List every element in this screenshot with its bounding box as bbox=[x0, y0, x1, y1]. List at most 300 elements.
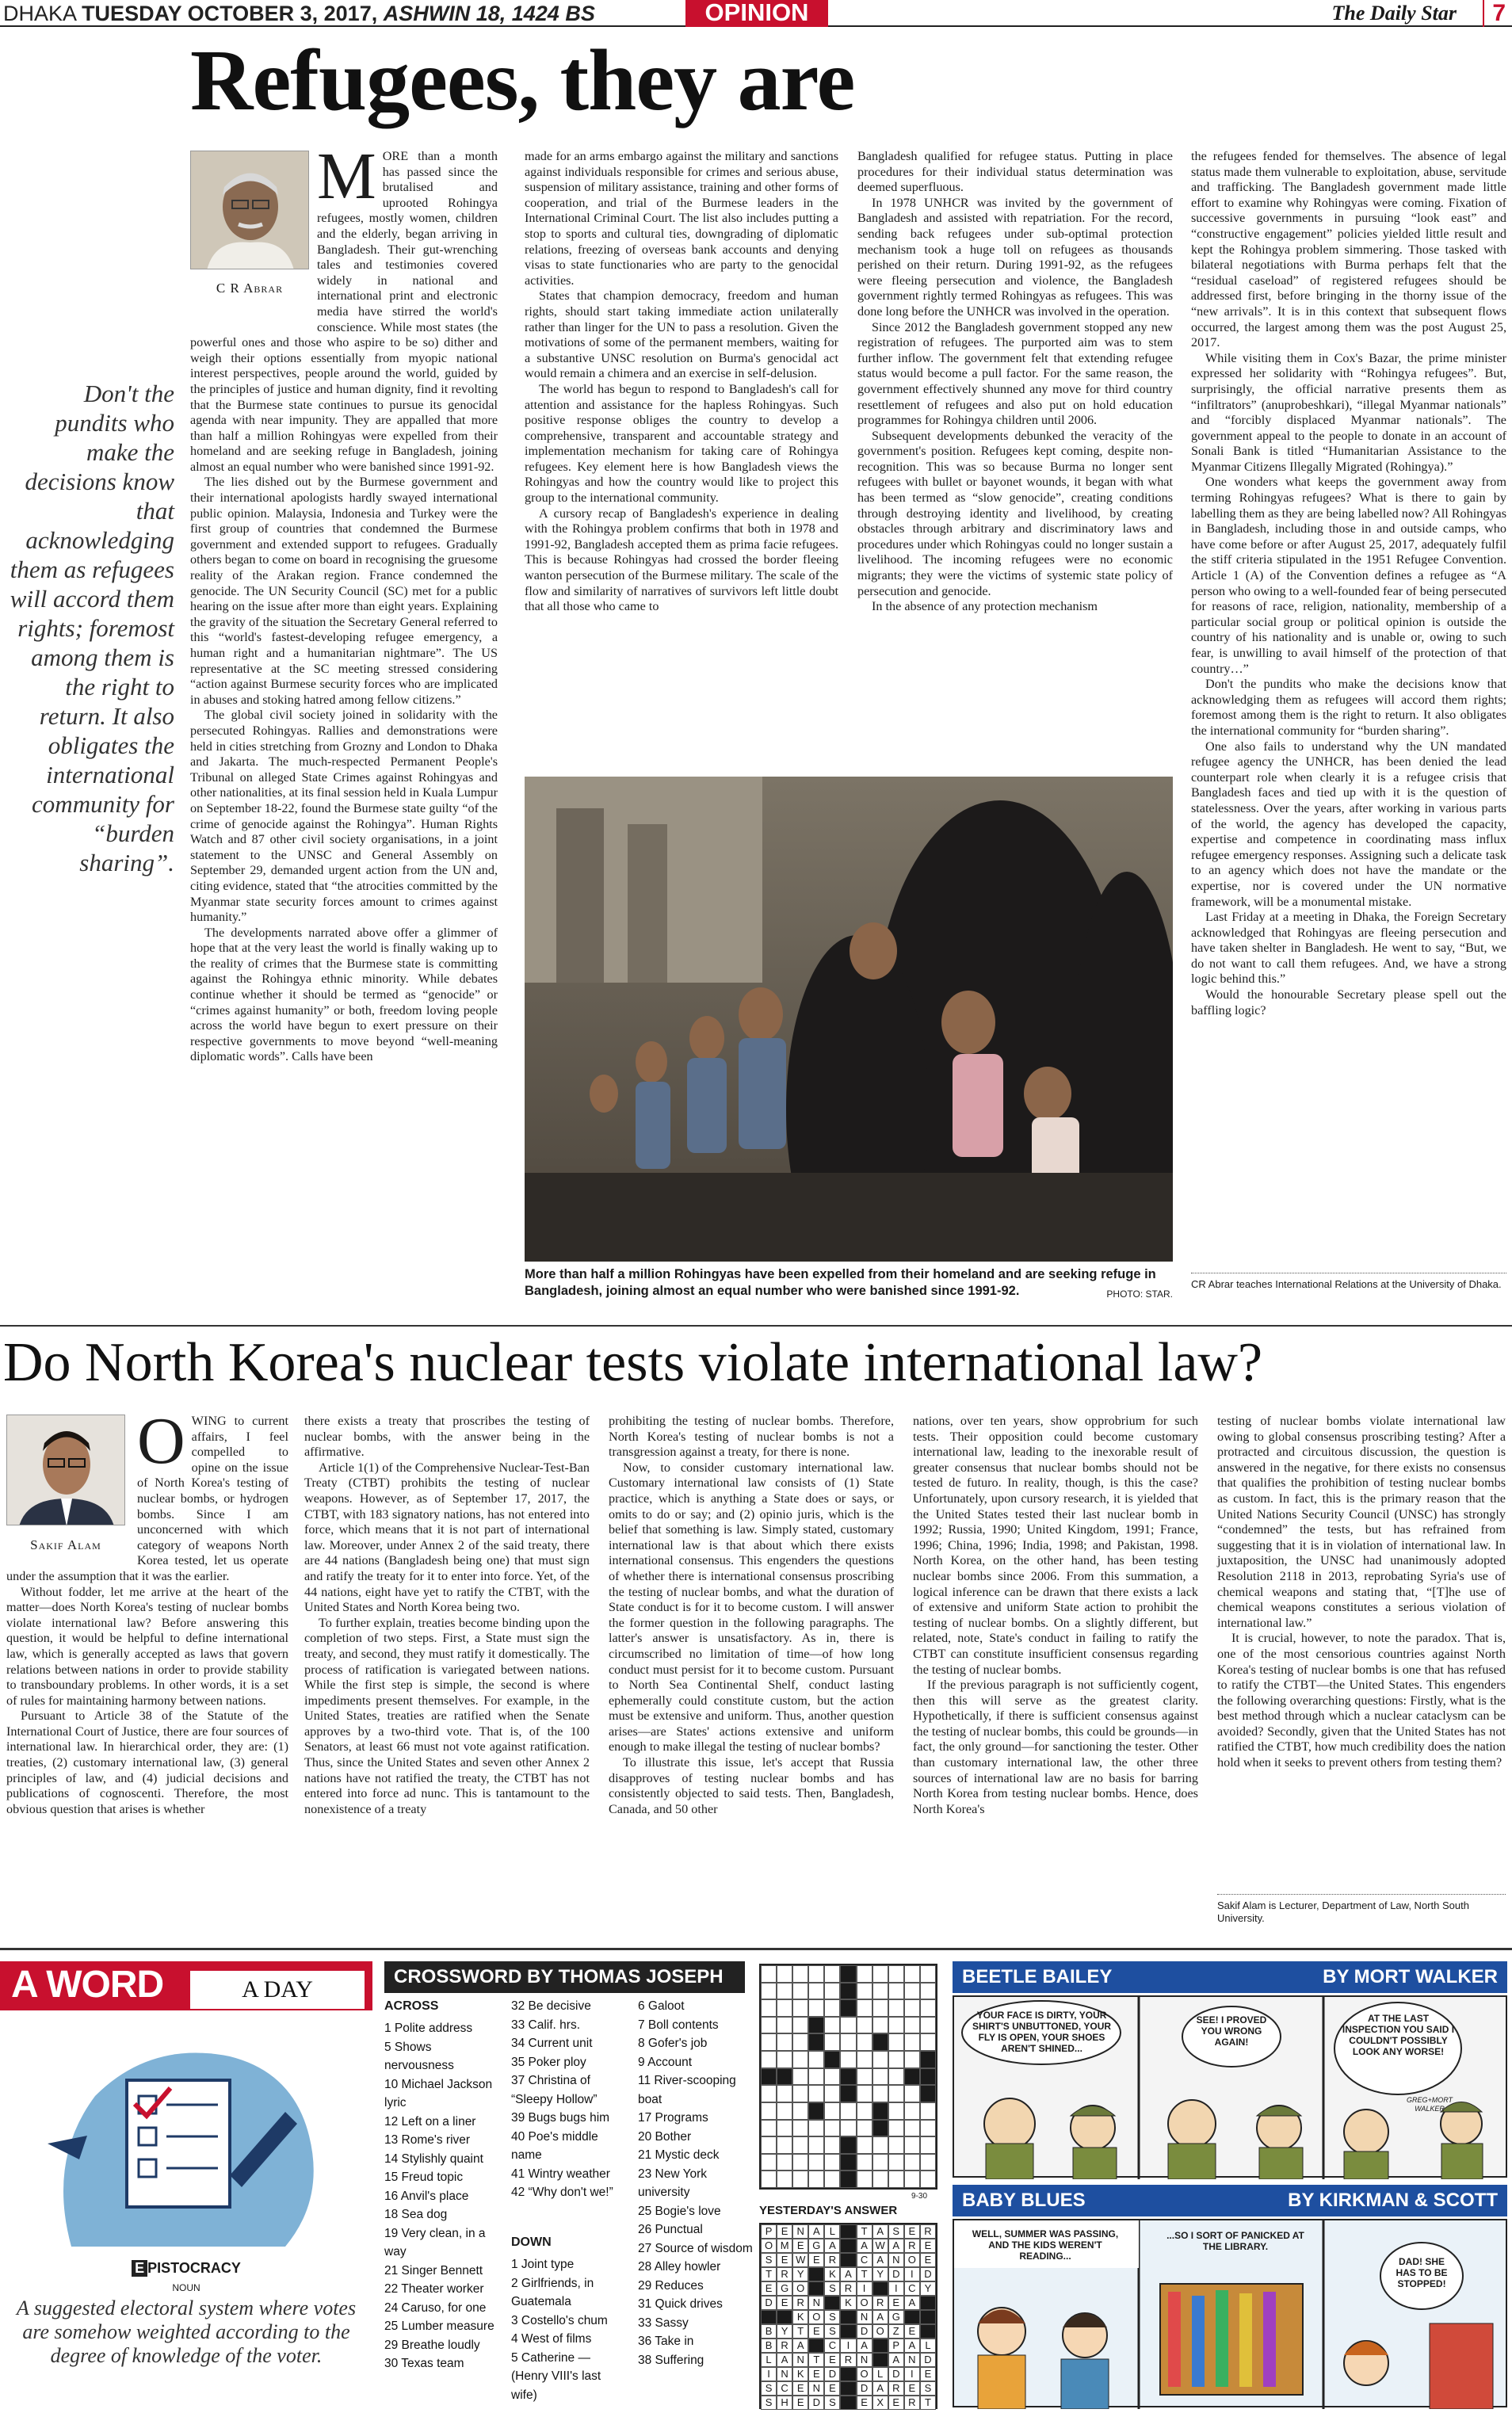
grid-cell[interactable] bbox=[920, 2154, 936, 2171]
answer-cell: Z bbox=[888, 2324, 904, 2339]
grid-cell[interactable] bbox=[904, 2033, 920, 2051]
grid-cell[interactable] bbox=[792, 2033, 808, 2051]
grid-cell[interactable] bbox=[824, 2154, 840, 2171]
grid-cell[interactable] bbox=[824, 2033, 840, 2051]
crossword-title: CROSSWORD BY THOMAS JOSEPH bbox=[384, 1961, 745, 1993]
grid-cell[interactable] bbox=[888, 2017, 904, 2034]
crossword-clue: 16 Anvil's place bbox=[384, 2189, 469, 2203]
crossword-grid[interactable] bbox=[759, 1964, 937, 2190]
answer-cell: Y bbox=[920, 2281, 936, 2296]
paragraph: Don't the pundits who make the decisions know that acknowledging them as refugees will accord them rights; foremost among them is the right to return. It also obligates the international community for “burden sharing”. bbox=[1191, 677, 1506, 738]
answer-cell bbox=[872, 2353, 888, 2367]
grid-cell[interactable] bbox=[920, 1965, 936, 1983]
baby-blues-strip bbox=[953, 2219, 1507, 2407]
crossword-clue: 22 Theater worker bbox=[384, 2282, 484, 2296]
paragraph: One also fails to understand why the UN mandated refugee agency the UNHCR, has been denied the lead counterpart role when clearly it is a refugee crisis that Bangladesh faces and tied up with it is the question of statelessness. Over the years, after working in various parts of the world, the agency has developed the capacity, expertise and competence in coordinating mass influx refugee emergency responses. Assigning such a delicate task to an agency which does not have the mandate or the expertise, nor is covered under the UN normative framework, will be a monumental mistake. bbox=[1191, 739, 1506, 909]
comic-title: BABY BLUES bbox=[962, 2190, 1086, 2211]
grid-cell[interactable] bbox=[824, 1965, 840, 1983]
answer-cell bbox=[808, 2267, 824, 2281]
news-photo bbox=[525, 777, 1173, 1262]
grid-cell[interactable] bbox=[888, 2085, 904, 2102]
grid-cell[interactable] bbox=[792, 2068, 808, 2086]
paragraph: Subsequent developments debunked the veracity of the government's position. Refugees kept coming, despite non-recognition. This was so because Burma no longer sent refugees with bullet or bayonet wounds, it began with what has been termed as “slow genocide”, creating conditions through destroying identity and livelihood, by creating obstacles through arbitrary and discriminatory laws and procedures under which Rohingyas could no longer sustain a livelihood. The incoming refugees were no economic migrants; they were the victims of systemic state policy of persecution and genocide. bbox=[857, 428, 1173, 598]
grid-cell[interactable] bbox=[761, 2051, 777, 2068]
grid-cell[interactable] bbox=[872, 2136, 888, 2154]
paragraph: prohibiting the testing of nuclear bombs. Therefore, North Korea's testing of nuclear bombs is not a transgression against a treaty, for there is none. bbox=[609, 1414, 894, 1460]
answer-cell: R bbox=[920, 2224, 936, 2239]
answer-cell: R bbox=[777, 2339, 792, 2353]
crossword-clue: 8 Gofer's job bbox=[638, 2037, 708, 2050]
answer-cell bbox=[840, 2381, 856, 2396]
grid-cell[interactable] bbox=[777, 2085, 792, 2102]
grid-cell[interactable] bbox=[792, 2136, 808, 2154]
photo-spacer bbox=[6, 1414, 137, 1558]
answer-cell bbox=[840, 2253, 856, 2267]
answer-cell: S bbox=[824, 2396, 840, 2410]
answer-cell: E bbox=[808, 2367, 824, 2381]
answer-cell: N bbox=[857, 2310, 872, 2324]
grid-cell[interactable] bbox=[808, 2136, 824, 2154]
grid-cell[interactable] bbox=[792, 1999, 808, 2017]
grid-cell[interactable] bbox=[857, 1983, 872, 2000]
grid-cell[interactable] bbox=[824, 1983, 840, 2000]
grid-cell[interactable] bbox=[857, 2085, 872, 2102]
grid-cell[interactable] bbox=[792, 2085, 808, 2102]
part-of-speech: NOUN bbox=[172, 2282, 200, 2293]
grid-cell[interactable] bbox=[888, 1983, 904, 2000]
answer-cell: Y bbox=[777, 2324, 792, 2339]
beetle-bailey-strip bbox=[953, 1995, 1507, 2178]
answer-cell: Y bbox=[872, 2267, 888, 2281]
grid-cell[interactable] bbox=[840, 2051, 856, 2068]
grid-cell[interactable] bbox=[857, 2068, 872, 2086]
crossword-clue: 32 Be decisive bbox=[511, 1999, 591, 2013]
answer-cell: A bbox=[888, 2353, 904, 2367]
answer-cell bbox=[904, 2310, 920, 2324]
crossword-clue: 34 Current unit bbox=[511, 2037, 593, 2050]
grid-cell[interactable] bbox=[808, 2051, 824, 2068]
photo-spacer bbox=[190, 149, 317, 331]
crossword-clue: 4 West of films bbox=[511, 2332, 592, 2346]
crossword-clue: 5 Shows nervousness bbox=[384, 2040, 454, 2072]
grid-cell bbox=[808, 2033, 824, 2051]
grid-cell[interactable] bbox=[888, 2068, 904, 2086]
answer-cell: E bbox=[777, 2253, 792, 2267]
answer-cell bbox=[824, 2296, 840, 2310]
answer-cell: E bbox=[792, 2396, 808, 2410]
grid-cell[interactable] bbox=[920, 1983, 936, 2000]
answer-cell: O bbox=[808, 2310, 824, 2324]
pull-quote: Don't the pundits who make the decisions know that acknowledging them as refugees will accord them rights; foremost among them is the right to return. It also obligates the international community for “burden sharing”. bbox=[10, 380, 174, 876]
paragraph: Last Friday at a meeting in Dhaka, the Foreign Secretary acknowledged that Rohingyas are fleeing persecution and have taken shelter in Bangladesh. He went to say, “But, we do not want to call them refugees. And, we have a strong logic behind this.” bbox=[1191, 910, 1506, 987]
grid-cell[interactable] bbox=[808, 1983, 824, 2000]
grid-cell bbox=[920, 2051, 936, 2068]
grid-cell[interactable] bbox=[761, 2102, 777, 2120]
crossword-clue: 42 “Why don't we!” bbox=[511, 2186, 613, 2199]
grid-cell[interactable] bbox=[792, 1965, 808, 1983]
answer-cell: L bbox=[761, 2353, 777, 2367]
grid-cell[interactable] bbox=[777, 2051, 792, 2068]
grid-cell[interactable] bbox=[872, 1999, 888, 2017]
author-byline: Sakif Alam bbox=[30, 1537, 101, 1552]
paragraph: One wonders what keeps the government away from terming Rohingyas refugees? What is there to gain by labelling them as they are being labelled now? All Rohingyas in Bangladesh, including those in and outside camps, who have come before or after August 25, 2017, adequately fulfil the stiff criteria stipulated in the 1951 Refugee Convention. Article 1 (A) of the Convention defines a refugee as “A person who owing to a well-founded fear of being persecuted for reasons of race, religion, nationality, membership of a particular social group or political opinion is outside the country of his nationality and is unable or, owing to such fear, is unwilling to avail himself of the protection of that country…” bbox=[1191, 475, 1506, 676]
author-byline: C R Abrar bbox=[216, 281, 284, 296]
grid-cell[interactable] bbox=[761, 2085, 777, 2102]
crossword-clue: 36 Take in bbox=[638, 2335, 694, 2348]
speech-bubble: SEE! I PROVED YOU WRONG AGAIN! bbox=[1196, 2014, 1267, 2048]
answer-cell: D bbox=[857, 2381, 872, 2396]
word: PISTOCRACY bbox=[147, 2260, 241, 2276]
crossword-clue: 28 Alley howler bbox=[638, 2260, 721, 2274]
answer-cell: O bbox=[872, 2324, 888, 2339]
grid-cell[interactable] bbox=[857, 2120, 872, 2137]
crossword-clue: 15 Freud topic bbox=[384, 2171, 464, 2184]
answer-cell: T bbox=[761, 2267, 777, 2281]
grid-cell bbox=[761, 2068, 777, 2086]
comic-title-bar bbox=[953, 2185, 1507, 2216]
grid-cell[interactable] bbox=[857, 2033, 872, 2051]
answer-cell: L bbox=[872, 2367, 888, 2381]
grid-cell[interactable] bbox=[857, 2102, 872, 2120]
crossword-clue: 33 Calif. hrs. bbox=[511, 2018, 581, 2032]
answer-cell bbox=[872, 2339, 888, 2353]
grid-cell[interactable] bbox=[761, 1965, 777, 1983]
answer-cell bbox=[840, 2239, 856, 2253]
page-number: 7 bbox=[1483, 0, 1506, 27]
grid-cell bbox=[840, 1983, 856, 2000]
answer-cell: O bbox=[792, 2281, 808, 2296]
grid-cell[interactable] bbox=[920, 2136, 936, 2154]
answer-cell: O bbox=[904, 2253, 920, 2267]
grid-cell[interactable] bbox=[777, 2136, 792, 2154]
answer-cell bbox=[808, 2339, 824, 2353]
paragraph: there exists a treaty that proscribes the testing of nuclear bombs, with the answer being in the affirmative. bbox=[304, 1414, 590, 1460]
bangla-date: ASHWIN 18, 1424 BS bbox=[383, 2, 595, 25]
paragraph: To further explain, treaties become binding upon the completion of two steps. First, a State must sign the treaty, and second, they must ratify it domestically. The process of ratification is variegated between nations. While the first step is simple, the second is where impediments present themselves. For example, in the United States, treaties are ratified when the Senate approves by a two-third vote. That is, of the 100 Senators, at least 66 must not vote against ratification. Thus, since the United States and seven other Annex 2 nations have not ratified the treaty, the CTBT has not entered into force ad nunc. This is tantamount to the nonexistence of a treaty bbox=[304, 1615, 590, 1816]
grid-cell[interactable] bbox=[904, 2051, 920, 2068]
grid-cell[interactable] bbox=[792, 2154, 808, 2171]
answer-cell: A bbox=[808, 2224, 824, 2239]
grid-cell[interactable] bbox=[824, 2120, 840, 2137]
photo-credit: PHOTO: STAR. bbox=[1106, 1289, 1173, 1300]
answer-cell: S bbox=[920, 2381, 936, 2396]
answer-cell: R bbox=[904, 2239, 920, 2253]
grid-cell[interactable] bbox=[888, 2102, 904, 2120]
grid-cell[interactable] bbox=[857, 1999, 872, 2017]
grid-cell[interactable] bbox=[872, 2085, 888, 2102]
crossword-clue: 39 Bugs bugs him bbox=[511, 2111, 610, 2125]
grid-cell[interactable] bbox=[888, 2033, 904, 2051]
answer-cell: D bbox=[761, 2296, 777, 2310]
grid-cell[interactable] bbox=[920, 2017, 936, 2034]
crossword-clue: 18 Sea dog bbox=[384, 2208, 448, 2221]
crossword-clue: 31 Quick drives bbox=[638, 2297, 723, 2311]
answer-cell: E bbox=[904, 2224, 920, 2239]
paragraph: States that champion democracy, freedom and human rights, should start taking immediate action unilaterally rather than linger for the UN to pass a resolution. Given the motivations of some of the permanent members, waiting for a substantive UNSC resolution on Burma's genocidal act would remain a chimera and an exercise in self-delusion. bbox=[525, 288, 838, 381]
grid-cell[interactable] bbox=[888, 2171, 904, 2188]
grid-cell[interactable] bbox=[824, 2136, 840, 2154]
grid-cell[interactable] bbox=[857, 1965, 872, 1983]
down-clues-2 bbox=[638, 1997, 753, 2369]
photo-caption bbox=[525, 1266, 1173, 1303]
grid-cell[interactable] bbox=[777, 2102, 792, 2120]
crossword-clue: 19 Very clean, in a way bbox=[384, 2226, 486, 2258]
grid-cell[interactable] bbox=[808, 2120, 824, 2137]
grid-cell[interactable] bbox=[808, 2154, 824, 2171]
grid-cell bbox=[904, 2068, 920, 2086]
answer-cell: S bbox=[824, 2281, 840, 2296]
grid-cell[interactable] bbox=[857, 2017, 872, 2034]
crossword-clue: 7 Boll contents bbox=[638, 2018, 719, 2032]
paragraph: Would the honourable Secretary please spell out the baffling logic? bbox=[1191, 987, 1506, 1018]
answer-cell: A bbox=[888, 2239, 904, 2253]
speech-bubble: DAD! SHE HAS TO BE STOPPED! bbox=[1396, 2256, 1448, 2289]
answer-cell: I bbox=[904, 2267, 920, 2281]
grid-cell[interactable] bbox=[761, 2033, 777, 2051]
grid-cell[interactable] bbox=[761, 1999, 777, 2017]
grid-cell[interactable] bbox=[920, 2171, 936, 2188]
paragraph: The global civil society joined in solidarity with the persecuted Rohingyas. Rallies and demonstrations were held in cities stretching from Grozny and London to Dhaka and Jakarta. The much-respected Permanent People's Tribunal on alleged State Crimes against Rohingyas and other nationalities, at its final session held in Kuala Lumpur on September 18-22, found the Burmese state guilty “of the crime of genocide against the Rohingya”. Human Rights Watch and 87 other civil society organisations, in a joint statement to the UNSC and General Assembly on September 29, demanded urgent action from the UN and, citing evidence, stated that “the atrocities committed by the Myanmar state security forces amount to crimes against humanity.” bbox=[190, 708, 498, 925]
crossword-clue: 1 Polite address bbox=[384, 2022, 473, 2035]
across-clues-1 bbox=[384, 2019, 503, 2373]
article2-column-1 bbox=[6, 1404, 288, 1817]
crossword-clue: 23 New York university bbox=[638, 2167, 708, 2199]
crossword-clue: 5 Catherine — (Henry VIII's last wife) bbox=[511, 2350, 601, 2402]
grid-cell[interactable] bbox=[920, 1999, 936, 2017]
grid-cell[interactable] bbox=[777, 1965, 792, 1983]
crossword-clue: 29 Breathe loudly bbox=[384, 2338, 480, 2352]
answer-cell: N bbox=[777, 2367, 792, 2381]
comic-author: BY KIRKMAN & SCOTT bbox=[1288, 2190, 1498, 2211]
answer-cell: A bbox=[824, 2239, 840, 2253]
answer-cell: E bbox=[824, 2353, 840, 2367]
across-clues-2 bbox=[511, 1997, 630, 2202]
answer-heading: YESTERDAY'S ANSWER bbox=[759, 2204, 898, 2217]
answer-cell: P bbox=[888, 2339, 904, 2353]
answer-cell: S bbox=[824, 2324, 840, 2339]
grid-cell[interactable] bbox=[872, 2017, 888, 2034]
grid-cell[interactable] bbox=[761, 2154, 777, 2171]
answer-grid bbox=[759, 2223, 937, 2409]
grid-cell[interactable] bbox=[792, 2102, 808, 2120]
answer-cell: T bbox=[857, 2224, 872, 2239]
comic-title: BEETLE BAILEY bbox=[962, 1966, 1113, 1987]
grid-cell[interactable] bbox=[777, 1999, 792, 2017]
grid-cell[interactable] bbox=[904, 1999, 920, 2017]
grid-cell[interactable] bbox=[777, 2120, 792, 2137]
dateline bbox=[3, 2, 595, 26]
answer-cell: A bbox=[777, 2353, 792, 2367]
answer-cell: S bbox=[824, 2310, 840, 2324]
paragraph: Now, to consider customary international law. Customary international law consists of (1) State practice, which is anything a State does or says, or omits to do or say; and (2) opinio juris, which is the belief that something is law. Simply stated, customary international law is that about which there exists international consensus. This engenders the questions of whether there is international consensus proscribing the testing of nuclear bombs, and what the duration of State conduct is for it to become custom. I will answer the former question in the following paragraphs. The latter's answer is unsatisfactory. As in, there is circumscribed no limitation of time—of how long conduct must persist for it to become custom. Pursuant to North Sea Continental Shelf, conduct lasting ephemerally could constitute custom, but the action must be extensive and uniform. Thus, another question arises—are States' actions extensive and uniform enough to make illegal the testing of nuclear bombs? bbox=[609, 1460, 894, 1754]
article2-headline: Do North Korea's nuclear tests violate international law? bbox=[3, 1332, 1263, 1393]
answer-cell: N bbox=[792, 2224, 808, 2239]
grid-cell[interactable] bbox=[857, 2171, 872, 2188]
answer-cell: T bbox=[808, 2353, 824, 2367]
grid-cell[interactable] bbox=[904, 2136, 920, 2154]
grid-cell[interactable] bbox=[857, 2051, 872, 2068]
paragraph: In the absence of any protection mechanism bbox=[872, 599, 1098, 614]
grid-cell[interactable] bbox=[920, 2120, 936, 2137]
grid-cell[interactable] bbox=[888, 2051, 904, 2068]
grid-cell[interactable] bbox=[761, 2120, 777, 2137]
article2-column-5 bbox=[1217, 1414, 1506, 1771]
grid-cell[interactable] bbox=[840, 2033, 856, 2051]
grid-cell[interactable] bbox=[792, 1983, 808, 2000]
section-label: OPINION bbox=[685, 0, 828, 27]
grid-cell[interactable] bbox=[808, 2171, 824, 2188]
grid-cell[interactable] bbox=[904, 1983, 920, 2000]
crossword-clue: 20 Bother bbox=[638, 2129, 692, 2144]
crossword-clue: 11 River-scooping boat bbox=[638, 2074, 736, 2106]
answer-cell: R bbox=[792, 2296, 808, 2310]
answer-cell: N bbox=[888, 2253, 904, 2267]
answer-cell: G bbox=[808, 2239, 824, 2253]
grid-cell[interactable] bbox=[904, 1965, 920, 1983]
answer-cell: C bbox=[857, 2253, 872, 2267]
grid-cell bbox=[920, 2085, 936, 2102]
answer-cell: E bbox=[904, 2324, 920, 2339]
grid-cell[interactable] bbox=[808, 2085, 824, 2102]
grid-cell[interactable] bbox=[920, 2033, 936, 2051]
grid-cell[interactable] bbox=[761, 2017, 777, 2034]
answer-cell: R bbox=[888, 2381, 904, 2396]
grid-cell[interactable] bbox=[904, 2154, 920, 2171]
grid-cell[interactable] bbox=[808, 2068, 824, 2086]
crossword-clue: 14 Stylishly quaint bbox=[384, 2151, 483, 2166]
grid-cell[interactable] bbox=[824, 2085, 840, 2102]
word-a-day-banner bbox=[0, 1961, 372, 2010]
answer-cell: A bbox=[872, 2381, 888, 2396]
answer-cell: T bbox=[857, 2267, 872, 2281]
crossword-clue: 35 Poker ploy bbox=[511, 2055, 586, 2069]
answer-cell: I bbox=[761, 2367, 777, 2381]
grid-cell[interactable] bbox=[872, 2051, 888, 2068]
grid-cell[interactable] bbox=[904, 2171, 920, 2188]
crossword-clue: 40 Poe's middle name bbox=[511, 2129, 598, 2162]
answer-cell: R bbox=[872, 2296, 888, 2310]
grid-cell bbox=[840, 2136, 856, 2154]
answer-cell: A bbox=[872, 2224, 888, 2239]
crossword-clue: 24 Caruso, for one bbox=[384, 2300, 487, 2315]
comic-author: BY MORT WALKER bbox=[1323, 1966, 1498, 1987]
article1-column-1 bbox=[190, 139, 498, 1300]
section-divider bbox=[0, 1948, 1512, 1950]
city: DHAKA bbox=[3, 2, 76, 25]
answer-cell: D bbox=[888, 2367, 904, 2381]
grid-cell[interactable] bbox=[777, 2154, 792, 2171]
crossword-clue: 30 Texas team bbox=[384, 2357, 464, 2370]
grid-cell[interactable] bbox=[857, 2136, 872, 2154]
crossword-clue: 38 Suffering bbox=[638, 2353, 704, 2367]
grid-cell[interactable] bbox=[904, 2017, 920, 2034]
grid-cell[interactable] bbox=[824, 1999, 840, 2017]
grid-cell[interactable] bbox=[792, 2120, 808, 2137]
answer-cell: G bbox=[777, 2281, 792, 2296]
paragraph: To illustrate this issue, let's accept that Russia disapproves of testing nuclear bombs and has consistently objected to said tests. Then, Bangladesh, Canada, and 50 other bbox=[609, 1755, 894, 1816]
grid-cell[interactable] bbox=[808, 1999, 824, 2017]
answer-cell: E bbox=[888, 2396, 904, 2410]
answer-cell: D bbox=[920, 2267, 936, 2281]
grid-cell[interactable] bbox=[888, 1965, 904, 1983]
grid-cell[interactable] bbox=[857, 2154, 872, 2171]
section-divider bbox=[0, 1325, 1512, 1327]
drop-cap: O bbox=[137, 1404, 185, 1478]
grid-cell[interactable] bbox=[761, 2171, 777, 2188]
crossword-clue: 33 Sassy bbox=[638, 2316, 689, 2330]
grid-cell[interactable] bbox=[888, 1999, 904, 2017]
grid-cell bbox=[840, 2171, 856, 2188]
article2-column-2 bbox=[304, 1414, 590, 1817]
grid-cell bbox=[824, 2051, 840, 2068]
grid-cell[interactable] bbox=[777, 2017, 792, 2034]
article2-column-4 bbox=[913, 1414, 1198, 1817]
grid-cell[interactable] bbox=[777, 1983, 792, 2000]
grid-cell[interactable] bbox=[888, 2120, 904, 2137]
answer-cell: E bbox=[857, 2396, 872, 2410]
answer-cell: A bbox=[840, 2267, 856, 2281]
grid-cell[interactable] bbox=[792, 2017, 808, 2034]
grid-cell[interactable] bbox=[872, 1983, 888, 2000]
grid-cell[interactable] bbox=[904, 2120, 920, 2137]
grid-cell[interactable] bbox=[824, 2017, 840, 2034]
author-bio: Sakif Alam is Lecturer, Department of Law, North South University. bbox=[1217, 1894, 1506, 1925]
answer-cell: T bbox=[792, 2324, 808, 2339]
word-definition: A suggested electoral system where votes are somehow weighted according to the degree of knowledge of the voter. bbox=[16, 2297, 357, 2367]
grid-cell[interactable] bbox=[904, 2085, 920, 2102]
article1-headline: Refugees, they are bbox=[190, 32, 855, 128]
grid-cell[interactable] bbox=[888, 2154, 904, 2171]
paragraph: The lies dished out by the Burmese government and their international apologists hardly swayed international public opinion. Malaysia, Indonesia and Turkey were the first group of countries that condemned the Burmese government and extended support to refugees. Gradually others began to come on board in recognising the gruesome reality of the Arakan region. France condemned the genocide. The UN Security Council (SC) met for a public hearing on the issue after more than eight years. Explaining the gravity of the situation the Secretary General referred to this “world's fastest-developing refugee emergency, a human right and a humanitarian nightmare”. The US representative at the SC meeting stressed considering “action against Burmese security forces who are implicated in abuses and stoking hatred among fellow citizens.” bbox=[190, 475, 498, 707]
grid-cell[interactable] bbox=[792, 2051, 808, 2068]
paragraph: A cursory recap of Bangladesh's experience in dealing with the Rohingya problem confirms that both in 1978 and 1991-92, Bangladesh accepted them as prima facie refugees. This is because Rohingyas had crossed the border fleeing wanton persecution of the Burmese military. The scale of the flow and similarity of narratives of survivors left little doubt that all those who came to bbox=[525, 506, 838, 614]
grid-cell[interactable] bbox=[808, 1965, 824, 1983]
grid-cell[interactable] bbox=[840, 2120, 856, 2137]
grid-cell[interactable] bbox=[824, 2068, 840, 2086]
answer-cell bbox=[777, 2310, 792, 2324]
answer-cell: B bbox=[761, 2324, 777, 2339]
grid-cell[interactable] bbox=[761, 1983, 777, 2000]
paragraph: If the previous paragraph is not sufficiently cogent, then this will serve as the greatest clarity. Hypothetically, if there is sufficient consensus against the testing of nuclear bombs, this could be grounds—in fact, the only ground—for sanctioning the tester. Other than customary international law, the other three sources of international law are no basis for barring North Korea from testing nuclear bombs. Hence, does North Korea's bbox=[913, 1678, 1198, 1816]
paragraph: Article 1(1) of the Comprehensive Nuclear-Test-Ban Treaty (CTBT) prohibits the testing of nuclear weapons. However, as of September 17, 2017, the CTBT, with 183 signatory nations, has not entered into force, which means that it is not part of international law. Moreover, under Annex 2 of the said treaty, there are 44 nations (Bangladesh being one) that must sign and ratify the treaty for it to enter into force. Yet, of the 44 nations, eight have yet to ratify the CTBT, with the United States and North Korea being two. bbox=[304, 1460, 590, 1615]
grid-cell[interactable] bbox=[920, 2102, 936, 2120]
grid-cell bbox=[920, 2068, 936, 2086]
answer-cell: S bbox=[888, 2224, 904, 2239]
grid-cell[interactable] bbox=[761, 2136, 777, 2154]
grid-cell[interactable] bbox=[872, 2068, 888, 2086]
grid-cell[interactable] bbox=[840, 2102, 856, 2120]
grid-cell[interactable] bbox=[888, 2136, 904, 2154]
answer-cell: I bbox=[857, 2281, 872, 2296]
grid-cell[interactable] bbox=[824, 2102, 840, 2120]
grid-cell[interactable] bbox=[904, 2102, 920, 2120]
paragraph: The world has begun to respond to Bangladesh's call for attention and assistance for the hapless Rohingyas. Such positive response obliges the country to develop a comprehensive, transparent and accountable strategy and implementation mechanism for taking care of Rohingya refugees. Key element here is how Bangladesh views the Rohingyas and how the country would like to project this group to the international community. bbox=[525, 381, 838, 506]
grid-cell[interactable] bbox=[872, 2171, 888, 2188]
grid-cell[interactable] bbox=[777, 2171, 792, 2188]
grid-cell[interactable] bbox=[872, 2154, 888, 2171]
grid-cell bbox=[872, 2033, 888, 2051]
grid-cell bbox=[840, 1999, 856, 2017]
answer-cell: A bbox=[857, 2239, 872, 2253]
answer-cell: C bbox=[824, 2339, 840, 2353]
answer-cell bbox=[840, 2367, 856, 2381]
grid-cell[interactable] bbox=[872, 1965, 888, 1983]
grid-cell[interactable] bbox=[840, 2017, 856, 2034]
grid-cell[interactable] bbox=[792, 2171, 808, 2188]
caption-box: WELL, SUMMER WAS PASSING, AND THE KIDS WEREN'T READING... bbox=[972, 2228, 1119, 2262]
grid-cell[interactable] bbox=[824, 2171, 840, 2188]
grid-cell[interactable] bbox=[777, 2033, 792, 2051]
